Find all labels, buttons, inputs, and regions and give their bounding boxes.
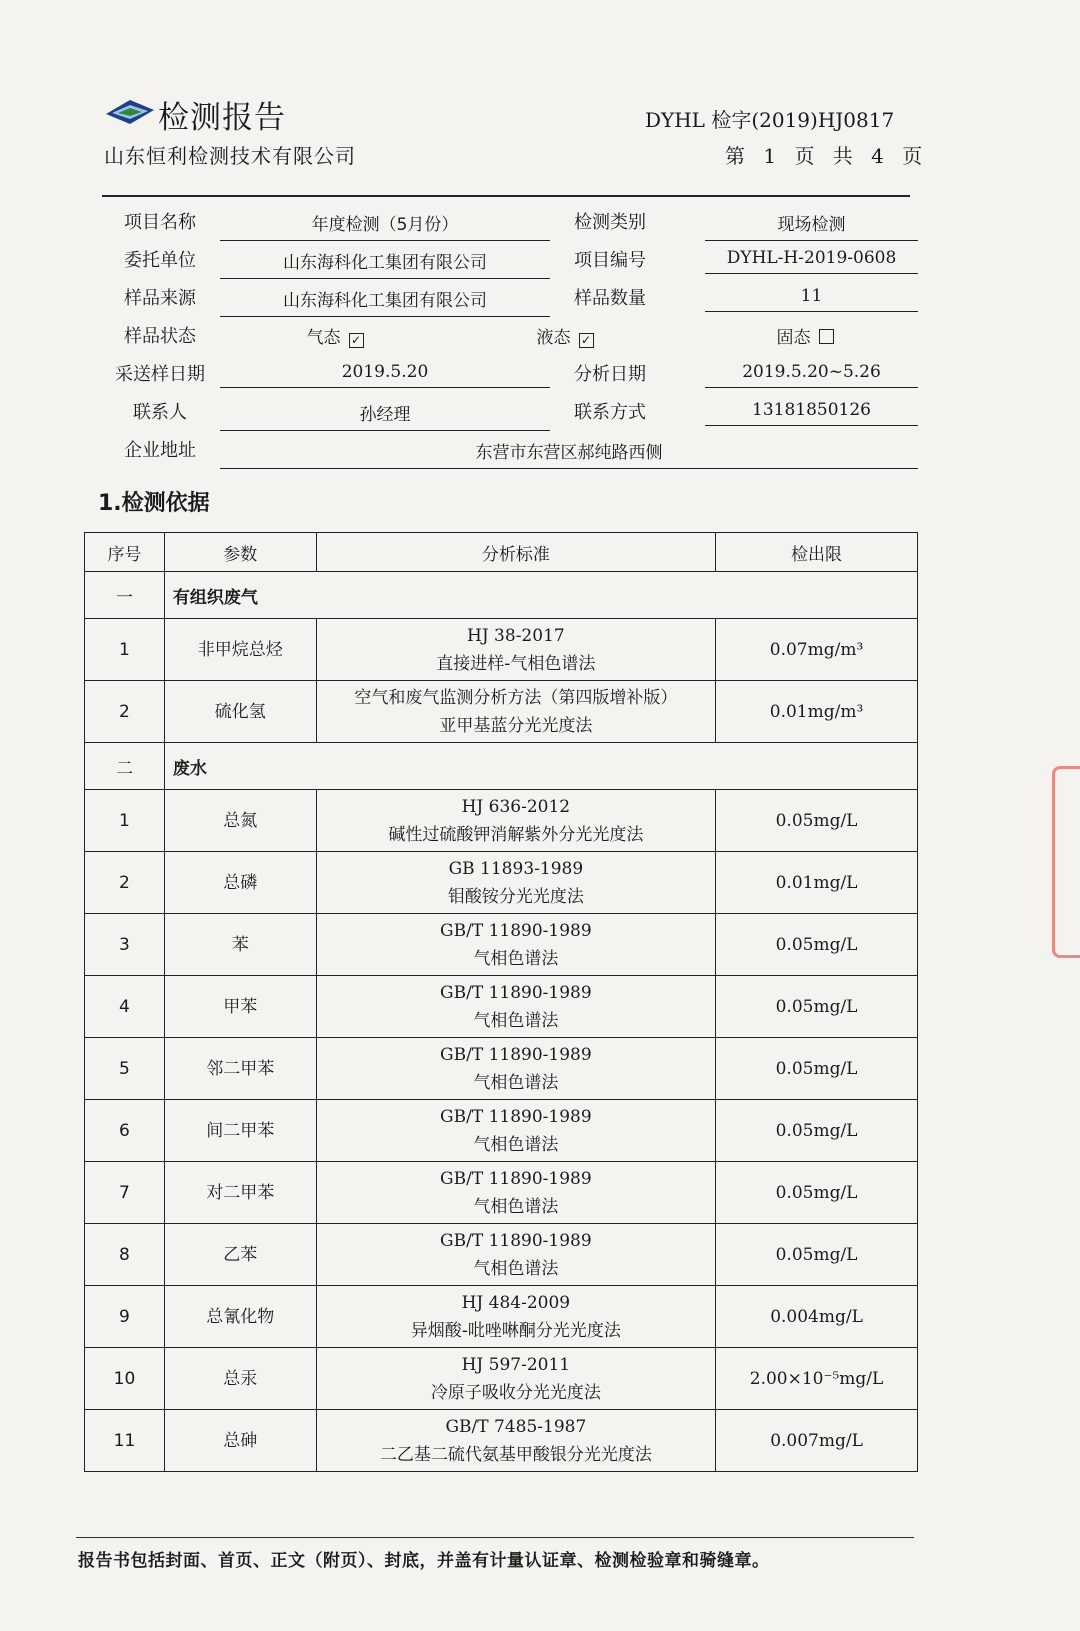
table-row xyxy=(85,1410,918,1472)
standard-code: GB/T 11890-1989 xyxy=(440,920,592,941)
row-limit: 0.05mg/L xyxy=(716,1038,918,1100)
sampling-date-label: 采送样日期 xyxy=(115,364,205,385)
row-limit: 0.01mg/m³ xyxy=(716,681,918,743)
phone-value: 13181850126 xyxy=(705,400,918,426)
footer-divider xyxy=(76,1537,914,1538)
standard-code: GB/T 7485-1987 xyxy=(445,1416,587,1437)
header-limit: 检出限 xyxy=(716,533,918,572)
row-param: 总磷 xyxy=(164,852,316,914)
test-type-value: 现场检测 xyxy=(705,210,918,241)
row-param: 总汞 xyxy=(164,1348,316,1410)
project-no-label: 项目编号 xyxy=(574,250,646,271)
row-standard xyxy=(316,790,715,852)
standard-method: 异烟酸-吡唑啉酮分光光度法 xyxy=(410,1320,621,1341)
row-limit: 0.05mg/L xyxy=(716,1224,918,1286)
footer-note: 报告书包括封面、首页、正文（附页）、封底，并盖有计量认证章、检测检验章和骑缝章。 xyxy=(78,1551,770,1571)
table-row xyxy=(85,1038,918,1100)
row-param: 总氰化物 xyxy=(164,1286,316,1348)
row-no: 5 xyxy=(85,1038,165,1100)
table-row xyxy=(85,1286,918,1348)
row-no: 3 xyxy=(85,914,165,976)
state-gas-text: 气态 xyxy=(306,328,341,348)
project-no-value: DYHL-H-2019-0608 xyxy=(705,248,918,274)
table-header-row xyxy=(85,533,918,572)
category-2-rows xyxy=(85,790,918,1472)
sampling-date-value: 2019.5.20 xyxy=(220,362,550,388)
standards-table xyxy=(84,532,918,1472)
table-row xyxy=(85,1162,918,1224)
row-no: 1 xyxy=(85,619,165,681)
category-name: 废水 xyxy=(164,743,917,790)
header-standard: 分析标准 xyxy=(316,533,715,572)
standard-code: HJ 38-2017 xyxy=(467,625,565,646)
row-limit: 2.00×10⁻⁵mg/L xyxy=(716,1348,918,1410)
table-row xyxy=(85,619,918,681)
state-solid-text: 固态 xyxy=(776,328,811,348)
contact-value: 孙经理 xyxy=(220,400,550,431)
row-param: 间二甲苯 xyxy=(164,1100,316,1162)
header-param: 参数 xyxy=(164,533,316,572)
standard-code: GB/T 11890-1989 xyxy=(440,1230,592,1251)
row-param: 总砷 xyxy=(164,1410,316,1472)
standard-method: 气相色谱法 xyxy=(473,1072,559,1093)
table-row xyxy=(85,1224,918,1286)
standard-method: 碱性过硫酸钾消解紫外分光光度法 xyxy=(388,824,644,845)
row-param: 总氮 xyxy=(164,790,316,852)
row-no: 7 xyxy=(85,1162,165,1224)
red-seal-stamp xyxy=(1052,766,1080,958)
state-liquid-text: 液态 xyxy=(536,328,571,348)
standard-code: GB 11893-1989 xyxy=(448,858,584,879)
category-1-rows xyxy=(85,619,918,743)
category-name: 有组织废气 xyxy=(164,572,917,619)
standard-method: 气相色谱法 xyxy=(473,948,559,969)
row-limit: 0.05mg/L xyxy=(716,790,918,852)
table-row xyxy=(85,681,918,743)
standard-method: 气相色谱法 xyxy=(473,1010,559,1031)
standard-code: HJ 484-2009 xyxy=(461,1292,571,1313)
analysis-date-label: 分析日期 xyxy=(574,364,646,385)
state-gas xyxy=(270,323,400,353)
row-limit: 0.05mg/L xyxy=(716,976,918,1038)
row-no: 11 xyxy=(85,1410,165,1472)
page-number: 第 1 页 共 4 页 xyxy=(725,144,929,168)
state-liquid-checkbox: ✓ xyxy=(579,333,594,348)
row-standard xyxy=(316,852,715,914)
client-value: 山东海科化工集团有限公司 xyxy=(220,248,550,279)
state-solid xyxy=(730,323,880,353)
analysis-date-value: 2019.5.20~5.26 xyxy=(705,362,918,388)
row-standard xyxy=(316,976,715,1038)
phone-label: 联系方式 xyxy=(574,402,646,423)
client-label: 委托单位 xyxy=(124,250,196,271)
company-logo xyxy=(104,96,156,128)
project-name-label: 项目名称 xyxy=(124,212,196,233)
table-row xyxy=(85,914,918,976)
state-gas-checkbox: ✓ xyxy=(349,333,364,348)
category-row xyxy=(85,743,918,790)
row-limit: 0.05mg/L xyxy=(716,1162,918,1224)
row-param: 苯 xyxy=(164,914,316,976)
source-label: 样品来源 xyxy=(124,288,196,309)
row-no: 8 xyxy=(85,1224,165,1286)
row-standard xyxy=(316,1286,715,1348)
standard-method: 气相色谱法 xyxy=(473,1196,559,1217)
table-row xyxy=(85,852,918,914)
row-standard xyxy=(316,1162,715,1224)
quantity-value: 11 xyxy=(705,286,918,312)
section-title: 1.检测依据 xyxy=(98,491,210,516)
standard-method: 气相色谱法 xyxy=(473,1134,559,1155)
company-name: 山东恒利检测技术有限公司 xyxy=(104,144,356,168)
row-limit: 0.07mg/m³ xyxy=(716,619,918,681)
row-no: 9 xyxy=(85,1286,165,1348)
row-limit: 0.05mg/L xyxy=(716,1100,918,1162)
row-no: 10 xyxy=(85,1348,165,1410)
row-param: 乙苯 xyxy=(164,1224,316,1286)
address-label: 企业地址 xyxy=(124,440,196,461)
row-standard xyxy=(316,1348,715,1410)
row-param: 硫化氢 xyxy=(164,681,316,743)
row-standard xyxy=(316,1100,715,1162)
contact-label: 联系人 xyxy=(133,402,187,423)
row-param: 甲苯 xyxy=(164,976,316,1038)
row-limit: 0.01mg/L xyxy=(716,852,918,914)
state-liquid xyxy=(500,323,630,353)
standard-method: 亚甲基蓝分光光度法 xyxy=(439,715,593,736)
row-no: 4 xyxy=(85,976,165,1038)
row-no: 1 xyxy=(85,790,165,852)
row-standard xyxy=(316,1410,715,1472)
standard-code: HJ 597-2011 xyxy=(461,1354,571,1375)
address-value: 东营市东营区郝纯路西侧 xyxy=(220,438,918,469)
category-no: 二 xyxy=(85,743,165,790)
header-divider xyxy=(102,195,910,197)
row-standard xyxy=(316,914,715,976)
standard-code: HJ 636-2012 xyxy=(461,796,571,817)
row-param: 非甲烷总烃 xyxy=(164,619,316,681)
row-param: 对二甲苯 xyxy=(164,1162,316,1224)
standard-method: 钼酸铵分光光度法 xyxy=(447,886,584,907)
table-row xyxy=(85,790,918,852)
standard-code: GB/T 11890-1989 xyxy=(440,982,592,1003)
row-no: 2 xyxy=(85,681,165,743)
standard-code: GB/T 11890-1989 xyxy=(440,1044,592,1065)
table-row xyxy=(85,976,918,1038)
state-label: 样品状态 xyxy=(124,326,196,347)
test-type-label: 检测类别 xyxy=(574,212,646,233)
standard-code: GB/T 11890-1989 xyxy=(440,1168,592,1189)
row-standard xyxy=(316,1038,715,1100)
row-no: 6 xyxy=(85,1100,165,1162)
standard-method: 直接进样-气相色谱法 xyxy=(436,653,596,674)
row-param: 邻二甲苯 xyxy=(164,1038,316,1100)
project-name-value: 年度检测（5月份） xyxy=(220,210,550,241)
table-row xyxy=(85,1348,918,1410)
row-standard xyxy=(316,681,715,743)
standard-code: GB/T 11890-1989 xyxy=(440,1106,592,1127)
row-standard xyxy=(316,619,715,681)
category-row xyxy=(85,572,918,619)
state-solid-checkbox xyxy=(819,329,834,344)
source-value: 山东海科化工集团有限公司 xyxy=(220,286,550,317)
row-no: 2 xyxy=(85,852,165,914)
header-no: 序号 xyxy=(85,533,165,572)
standard-method: 气相色谱法 xyxy=(473,1258,559,1279)
table-row xyxy=(85,1100,918,1162)
row-limit: 0.004mg/L xyxy=(716,1286,918,1348)
standard-code: 空气和废气监测分析方法（第四版增补版） xyxy=(354,687,678,708)
quantity-label: 样品数量 xyxy=(574,288,646,309)
row-limit: 0.007mg/L xyxy=(716,1410,918,1472)
standard-method: 二乙基二硫代氨基甲酸银分光光度法 xyxy=(379,1444,652,1465)
report-number: DYHL 检字(2019)HJ0817 xyxy=(645,108,895,132)
row-standard xyxy=(316,1224,715,1286)
category-no: 一 xyxy=(85,572,165,619)
standard-method: 冷原子吸收分光光度法 xyxy=(430,1382,601,1403)
report-title: 检测报告 xyxy=(158,100,286,136)
row-limit: 0.05mg/L xyxy=(716,914,918,976)
